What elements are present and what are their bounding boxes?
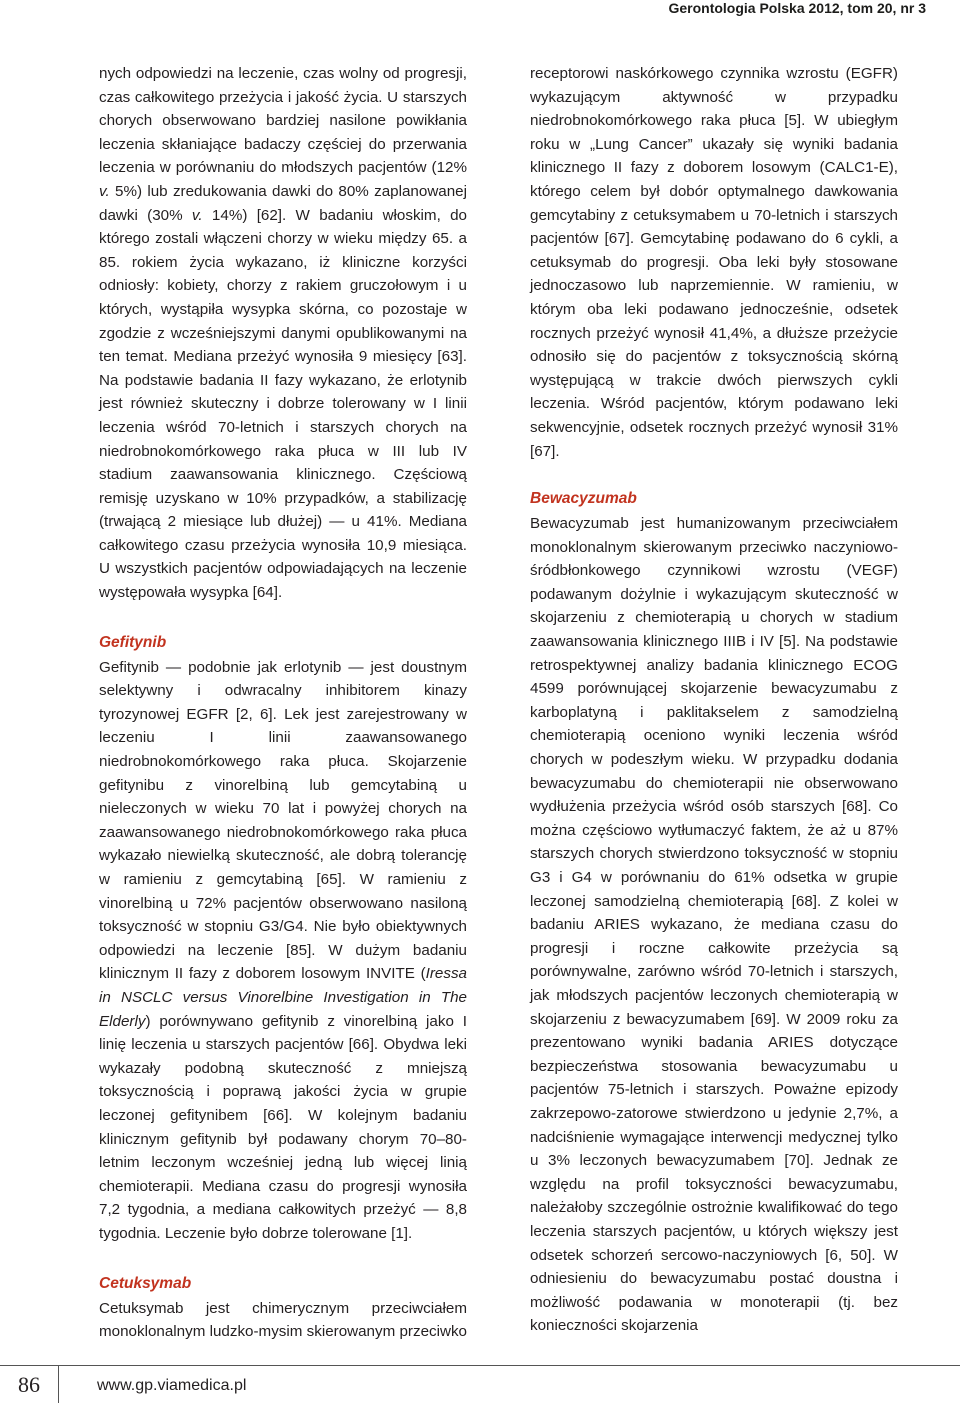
egfr-paragraph: receptorowi naskórkowego czynnika wzrostu (EGFR) wykazującym aktywność w przypadku niedrobnokomórkowego raka płuca [5]. W ubiegłym roku w „Lung Cancer” ukazały się wyniki badania klinicznego II fazy z doborem losowym (CALC1-E), którego celem był dobór optymalnego dawkowania gemcytabiny z cetuksymabem u 70-letnich i starszych pacjentów [67]. Gemcytabinę podawano do 6 cykli, a cetuksymab do progresji. Oba leki były stosowane jednoczasowo lub naprzemiennie. W ramieniu, w którym oba leki podawano jednocześnie, odsetek rocznych przeżyć wynosił 41,4%, a dłuższe przeżycie odnosiło się do pacjentów z toksycznością skórną występującą w trakcie dwóch pierwszych cykli leczenia. Wśród pacjentów, którym podawano leki sekwencyjnie, odsetek rocznych przeżyć wynosił 31% [67]. — [530, 65, 898, 460]
running-header: Gerontologia Polska 2012, tom 20, nr 3 — [668, 0, 926, 16]
intro-paragraph: nych odpowiedzi na leczenie, czas wolny od progresji, czas całkowitego przeżycia i jakość życia. U starszych chorych obserwowano bardziej nasilone powikłania leczenia skłaniające badaczy częściej do przerwania leczenia w porównaniu do młodszych pacjentów (12% v. 5%) lub zredukowania dawki do 80% zaplanowanej dawki (30% v. 14%) [62]. W badaniu włoskim, do którego zostali włączeni chorzy w wieku między 65. a 85. rokiem życia wykazano, iż kliniczne korzyści odniosły: kobiety, chorzy z rakiem gruczołowym i u których, wystąpiła wysypka skórna, co pozostaje w zgodzie z wcześniejszymi danymi opublikowanymi na ten temat. Mediana przeżyć wynosiła 9 miesięcy [63]. Na podstawie badania II fazy wykazano, że erlotynib jest również skuteczny i dobrze tolerowany w I linii leczenia wśród 70-letnich i starszych chorych na niedrobnokomórkowego raka płuca w III lub IV stadium zaawansowania klinicznego. Częściową remisję uzyskano w 10% przypadków, a stabilizację (trwającą 2 miesiące lub dłużej) — u 41%. Mediana całkowitego czasu przeżycia wynosiła 10,9 miesiąca. U wszystkich pacjentów odpowiadających na leczenie występowała wysypka [64]. — [99, 65, 467, 602]
right-column — [530, 62, 898, 1338]
gefitynib-heading: Gefitynib — [99, 633, 167, 651]
left-column — [99, 62, 467, 1344]
bewacyzumab-heading: Bewacyzumab — [530, 490, 637, 508]
bewacyzumab-paragraph: Bewacyzumab jest humanizowanym przeciwciałem monoklonalnym skierowanym przeciwko naczyniowo-śródbłonkowego czynnikowi wzrostu (VEGF) podawanym dożylnie i wykazującym skuteczność w skojarzeniu z chemioterapią u chorych w stadium zaawansowania klinicznego IIIB i IV [5]. Na podstawie retrospektywnej analizy badania klinicznego ECOG 4599 porównującej skojarzenie bewacyzumabu z karboplatyną i paklitakselem z samodzielną chemioterapią oceniono wyniki leczenia wśród chorych w podeszłym wieku. W przypadku dodania bewacyzumabu do chemioterapii nie obserwowano wydłużenia przeżycia wśród osób starszych [68]. Co można częściowo wytłumaczyć faktem, że aż u 87% starszych chorych stwierdzono toksyczność w stopniu G3 i G4 w porównaniu do 61% odsetka w grupie leczonej samodzielną chemioterapią [68]. Z kolei w badaniu ARIES wykazano, że mediana czasu do progresji i roczne całkowite przeżycia są porównywalne, zarówno wśród 70-letnich i starszych, jak młodszych pacjentów leczonych chemioterapią w skojarzeniu z bewacyzumabem [69]. W 2009 roku za prezentowano wyniki badania ARIES dotyczące bezpieczeństwa stosowania bewacyzumabu u pacjentów 75-letnich i starszych. Poważne epizody zakrzepowo-zatorowe stwierdzono u jedynie 2,7%, a nadciśnienie wymagające interwencji medycznej tylko u 3% leczonych bewacyzumabem [70]. Jednak ze względu na profil toksyczności bewacyzumabu, należałoby szczególnie ostrożnie kwalifikować do tego leczenia starszych pacjentów, u których większy jest odsetek schorzeń sercowo-naczyniowych [6, 50]. W odniesieniu do bewacyzumabu postać doustna i możliwość podawania w monoterapii (tj. bez konieczności skojarzenia — [530, 515, 898, 1335]
page-number: 86 — [18, 1372, 40, 1397]
footer-url[interactable]: www.gp.viamedica.pl — [97, 1377, 247, 1394]
gefitynib-paragraph: Gefitynib — podobnie jak erlotynib — jest doustnym selektywny i odwracalny inhibitorem kinazy tyrozynowej EGFR [2, 6]. Lek jest zarejestrowany w leczeniu I linii zaawansowanego niedrobnokomórkowego raka płuca. Skojarzenie gefitynibu z vinorelbiną lub gemcytabiną u nieleczonych w wieku 70 lat i powyżej chorych na zaawansowanego niedrobnokomórkowego raka płuca wykazało niewielką skuteczność, ale dobrą tolerancję w ramieniu z gemcytabiną [65]. W ramieniu z vinorelbiną u 72% pacjentów obserwowano nasiloną toksyczność w stopniu G3/G4. Nie było obiektywnych odpowiedzi na leczenie [85]. W dużym badaniu klinicznym II fazy z doborem losowym INVITE (Iressa in NSCLC versus Vinorelbine Investigation in The Elderly) porównywano gefitynib z vinorelbiną jako I linię leczenia u starszych pacjentów [66]. Obydwa leki wykazały podobną skuteczność z mniejszą toksycznością i poprawą jakości życia w grupie leczonej gefitynibem [66]. W kolejnym badaniu klinicznym gefitynib był podawany chorym 70–80-letnim leczonym wcześniej jedną lub więcej linią chemioterapii. Mediana czasu do progresji wynosiła 7,2 tygodnia, a mediana całkowitych przeżyć — 8,8 tygodnia. Leczenie było dobrze tolerowane [1]. — [99, 658, 467, 1242]
footer-rule — [0, 1365, 960, 1366]
cetuksymab-heading: Cetuksymab — [99, 1274, 192, 1292]
cetuksymab-paragraph: Cetuksymab jest chimerycznym przeciwciałem monoklonalnym ludzko-mysim skierowanym przeciwko — [99, 1299, 467, 1341]
